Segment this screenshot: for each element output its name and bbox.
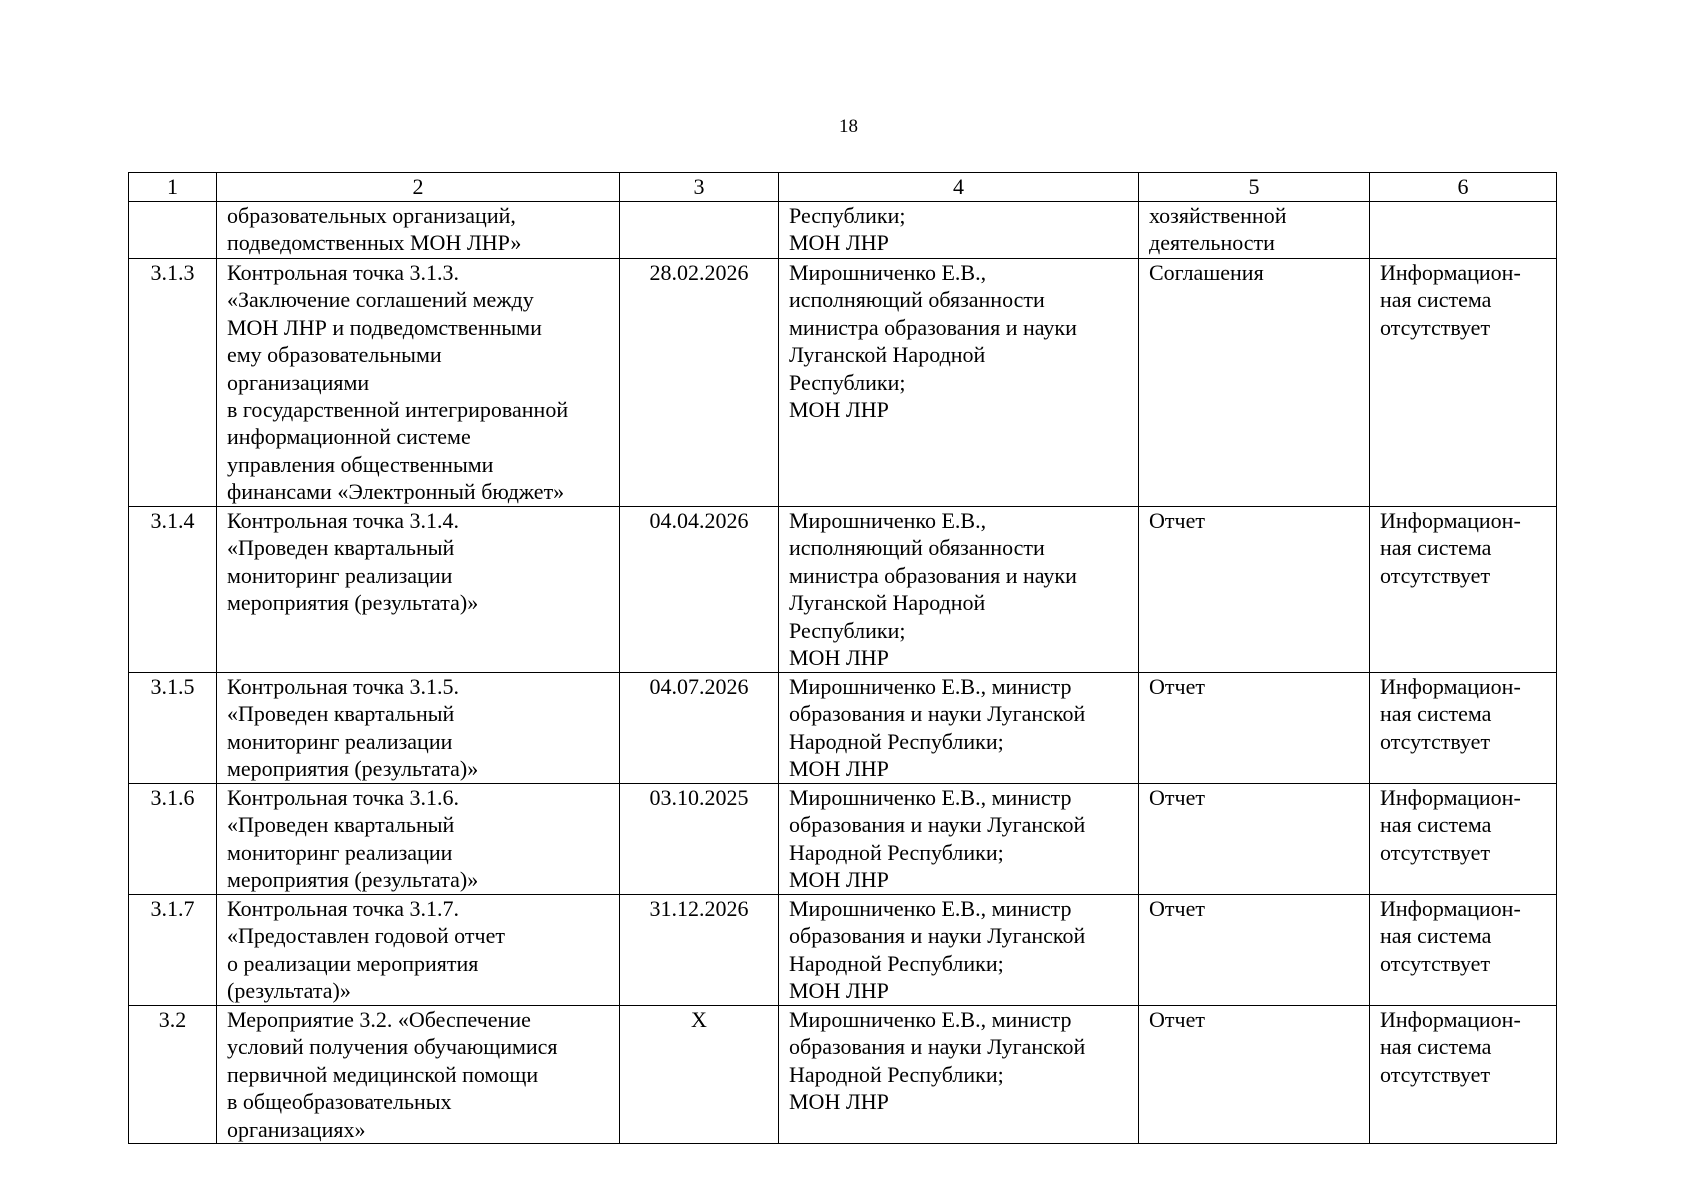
document-type: Отчет [1139, 1006, 1370, 1144]
information-system: Информацион- ная система отсутствует [1370, 259, 1557, 507]
column-header-5: 5 [1139, 173, 1370, 202]
deadline-date: 03.10.2025 [620, 784, 779, 895]
table-row [129, 259, 1557, 507]
information-system [1370, 202, 1557, 259]
column-header-6: 6 [1370, 173, 1557, 202]
deadline-date [620, 202, 779, 259]
information-system: Информацион- ная система отсутствует [1370, 895, 1557, 1006]
responsible-person: Мирошниченко Е.В., министр образования и науки Луганской Народной Республики; МОН ЛНР [779, 673, 1139, 784]
table-row [129, 673, 1557, 784]
information-system: Информацион- ная система отсутствует [1370, 507, 1557, 673]
column-header-3: 3 [620, 173, 779, 202]
responsible-person: Мирошниченко Е.В., исполняющий обязанности министра образования и науки Луганской Народной Республики; МОН ЛНР [779, 507, 1139, 673]
event-description: Контрольная точка 3.1.7. «Предоставлен годовой отчет о реализации мероприятия (результата)» [217, 895, 620, 1006]
responsible-person: Республики; МОН ЛНР [779, 202, 1139, 259]
information-system: Информацион- ная система отсутствует [1370, 784, 1557, 895]
document-type: Соглашения [1139, 259, 1370, 507]
table-row [129, 202, 1557, 259]
deadline-date: 28.02.2026 [620, 259, 779, 507]
table-row [129, 784, 1557, 895]
event-description: Контрольная точка 3.1.5. «Проведен квартальный мониторинг реализации мероприятия (результата)» [217, 673, 620, 784]
information-system: Информацион- ная система отсутствует [1370, 673, 1557, 784]
row-number: 3.1.6 [129, 784, 217, 895]
table-row [129, 1006, 1557, 1144]
column-header-4: 4 [779, 173, 1139, 202]
table-row [129, 507, 1557, 673]
responsible-person: Мирошниченко Е.В., министр образования и науки Луганской Народной Республики; МОН ЛНР [779, 784, 1139, 895]
information-system: Информацион- ная система отсутствует [1370, 1006, 1557, 1144]
responsible-person: Мирошниченко Е.В., министр образования и науки Луганской Народной Республики; МОН ЛНР [779, 1006, 1139, 1144]
row-number [129, 202, 217, 259]
event-description: Контрольная точка 3.1.6. «Проведен квартальный мониторинг реализации мероприятия (результата)» [217, 784, 620, 895]
document-type: Отчет [1139, 784, 1370, 895]
event-description: Контрольная точка 3.1.4. «Проведен квартальный мониторинг реализации мероприятия (результата)» [217, 507, 620, 673]
header-row [129, 173, 1557, 202]
deadline-date: Х [620, 1006, 779, 1144]
row-number: 3.2 [129, 1006, 217, 1144]
row-number: 3.1.7 [129, 895, 217, 1006]
column-header-2: 2 [217, 173, 620, 202]
event-description: Контрольная точка 3.1.3. «Заключение соглашений между МОН ЛНР и подведомственными ему образовательными организациями в государственной интегрированной информационной системе управления общественными финансами «Электронный бюджет» [217, 259, 620, 507]
events-table [128, 172, 1557, 1144]
document-type: Отчет [1139, 895, 1370, 1006]
responsible-person: Мирошниченко Е.В., исполняющий обязанности министра образования и науки Луганской Народной Республики; МОН ЛНР [779, 259, 1139, 507]
deadline-date: 31.12.2026 [620, 895, 779, 1006]
document-type: Отчет [1139, 673, 1370, 784]
column-header-1: 1 [129, 173, 217, 202]
row-number: 3.1.5 [129, 673, 217, 784]
row-number: 3.1.4 [129, 507, 217, 673]
document-type: хозяйственной деятельности [1139, 202, 1370, 259]
responsible-person: Мирошниченко Е.В., министр образования и науки Луганской Народной Республики; МОН ЛНР [779, 895, 1139, 1006]
event-description: Мероприятие 3.2. «Обеспечение условий получения обучающимися первичной медицинской помощи в общеобразовательных организациях» [217, 1006, 620, 1144]
event-description: образовательных организаций, подведомственных МОН ЛНР» [217, 202, 620, 259]
deadline-date: 04.07.2026 [620, 673, 779, 784]
table-row [129, 895, 1557, 1006]
row-number: 3.1.3 [129, 259, 217, 507]
document-type: Отчет [1139, 507, 1370, 673]
page-number: 18 [839, 116, 858, 137]
deadline-date: 04.04.2026 [620, 507, 779, 673]
